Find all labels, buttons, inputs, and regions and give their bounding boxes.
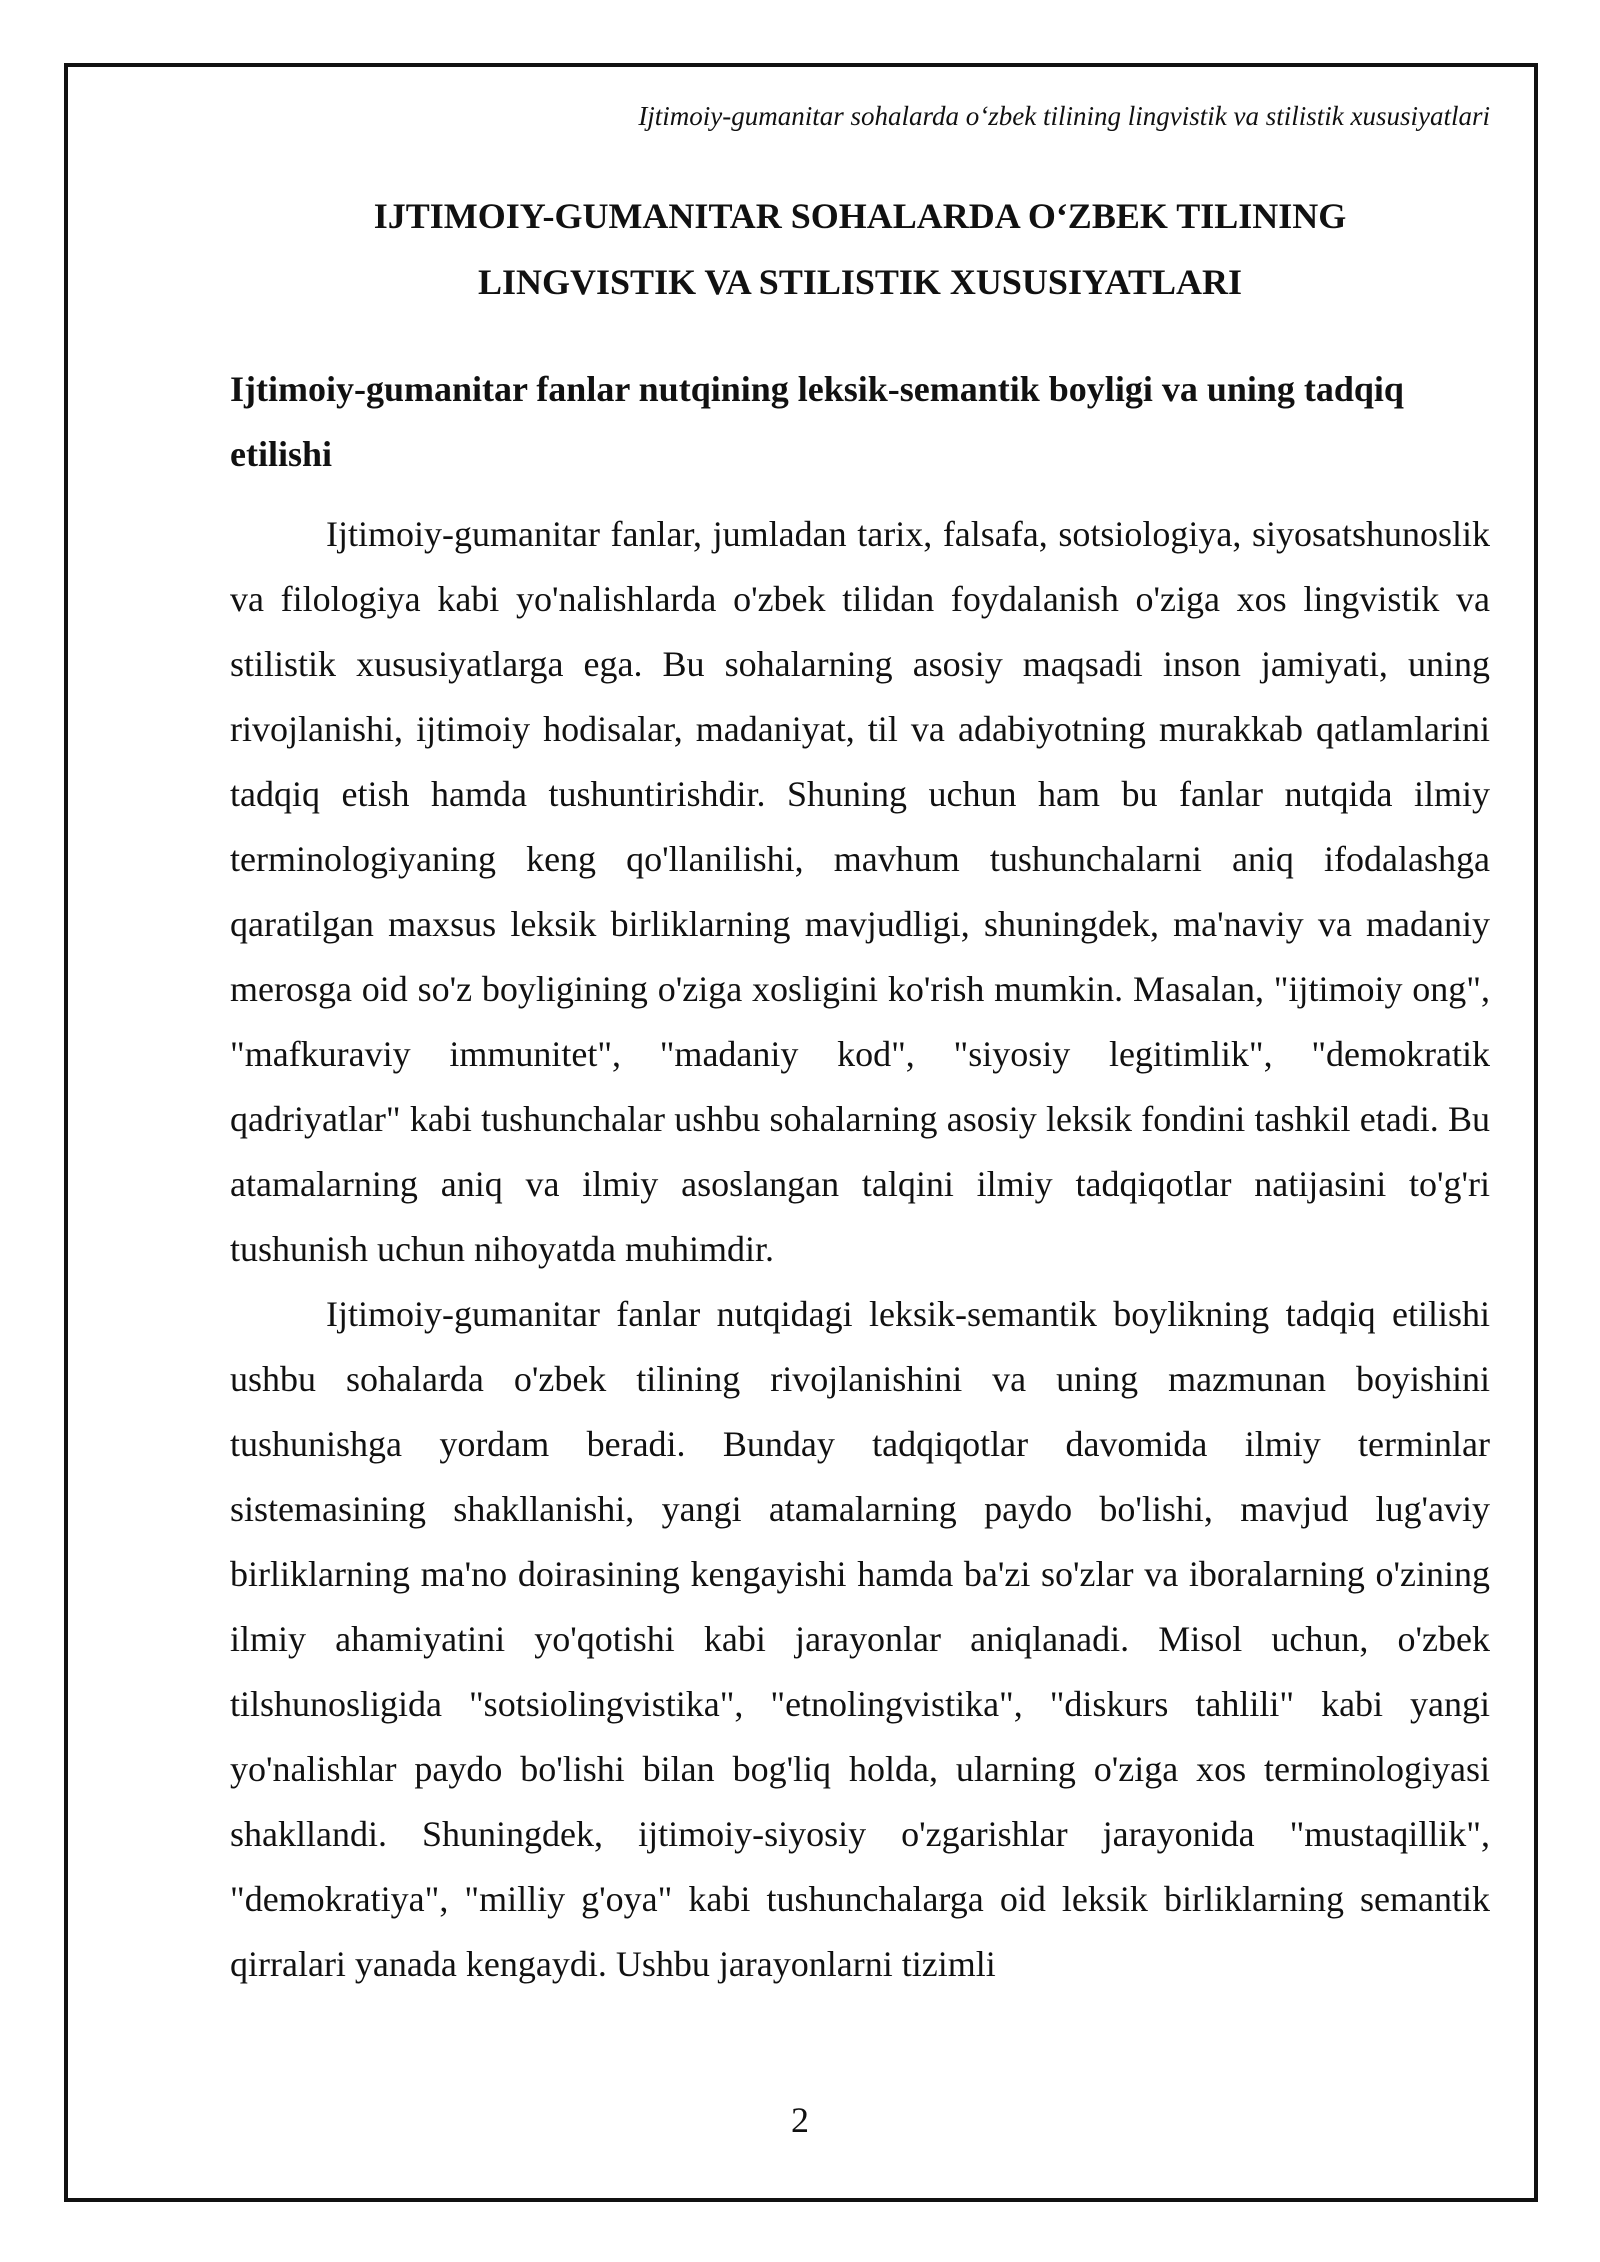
body-text <box>230 502 1490 1997</box>
document-title-line-2: LINGVISTIK VA STILISTIK XUSUSIYATLARI <box>478 262 1242 302</box>
section-heading: Ijtimoiy-gumanitar fanlar nutqining leksik-semantik boyligi va uning tadqiq etilishi <box>230 369 1404 474</box>
page-number: 2 <box>791 2100 809 2140</box>
paragraph-2: Ijtimoiy-gumanitar fanlar nutqidagi leksik-semantik boylikning tadqiq etilishi ushbu sohalarda o'zbek tilining rivojlanishini va uning mazmunan boyishini tushunishga yordam beradi. Bunday tadqiqotlar davomida ilmiy terminlar sistemasining shakllanishi, yangi atamalarning paydo bo'lishi, mavjud lug'aviy birliklarning ma'no doirasining kengayishi hamda ba'zi so'zlar va iboralarning o'zining ilmiy ahamiyatini yo'qotishi kabi jarayonlar aniqlanadi. Misol uchun, o'zbek tilshunosligida "sotsiolingvistika", "etnolingvistika", "diskurs tahlili" kabi yangi yo'nalishlar paydo bo'lishi bilan bog'liq holda, ularning o'ziga xos terminologiyasi shakllandi. Shuningdek, ijtimoiy-siyosiy o'zgarishlar jarayonida "mustaqillik", "demokratiya", "milliy g'oya" kabi tushunchalarga oid leksik birliklarning semantik qirralari yanada kengaydi. Ushbu jarayonlarni tizimli <box>230 1294 1490 1984</box>
document-title-line-1: IJTIMOIY-GUMANITAR SOHALARDA O‘ZBEK TILINING <box>373 196 1347 236</box>
running-header: Ijtimoiy-gumanitar sohalarda o‘zbek tilining lingvistik va stilistik xususiyatlari <box>638 101 1490 131</box>
document-title <box>230 183 1490 315</box>
paragraph-1: Ijtimoiy-gumanitar fanlar, jumladan tarix, falsafa, sotsiologiya, siyosatshunoslik va filologiya kabi yo'nalishlarda o'zbek tilidan foydalanish o'ziga xos lingvistik va stilistik xususiyatlarga ega. Bu sohalarning asosiy maqsadi inson jamiyati, uning rivojlanishi, ijtimoiy hodisalar, madaniyat, til va adabiyotning murakkab qatlamlarini tadqiq etish hamda tushuntirishdir. Shuning uchun ham bu fanlar nutqida ilmiy terminologiyaning keng qo'llanilishi, mavhum tushunchalarni aniq ifodalashga qaratilgan maxsus leksik birliklarning mavjudligi, shuningdek, ma'naviy va madaniy merosga oid so'z boyligining o'ziga xosligini ko'rish mumkin. Masalan, "ijtimoiy ong", "mafkuraviy immunitet", "madaniy kod", "siyosiy legitimlik", "demokratik qadriyatlar" kabi tushunchalar ushbu sohalarning asosiy leksik fondini tashkil etadi. Bu atamalarning aniq va ilmiy asoslangan talqini ilmiy tadqiqotlar natijasini to'g'ri tushunish uchun nihoyatda muhimdir. <box>230 514 1490 1269</box>
